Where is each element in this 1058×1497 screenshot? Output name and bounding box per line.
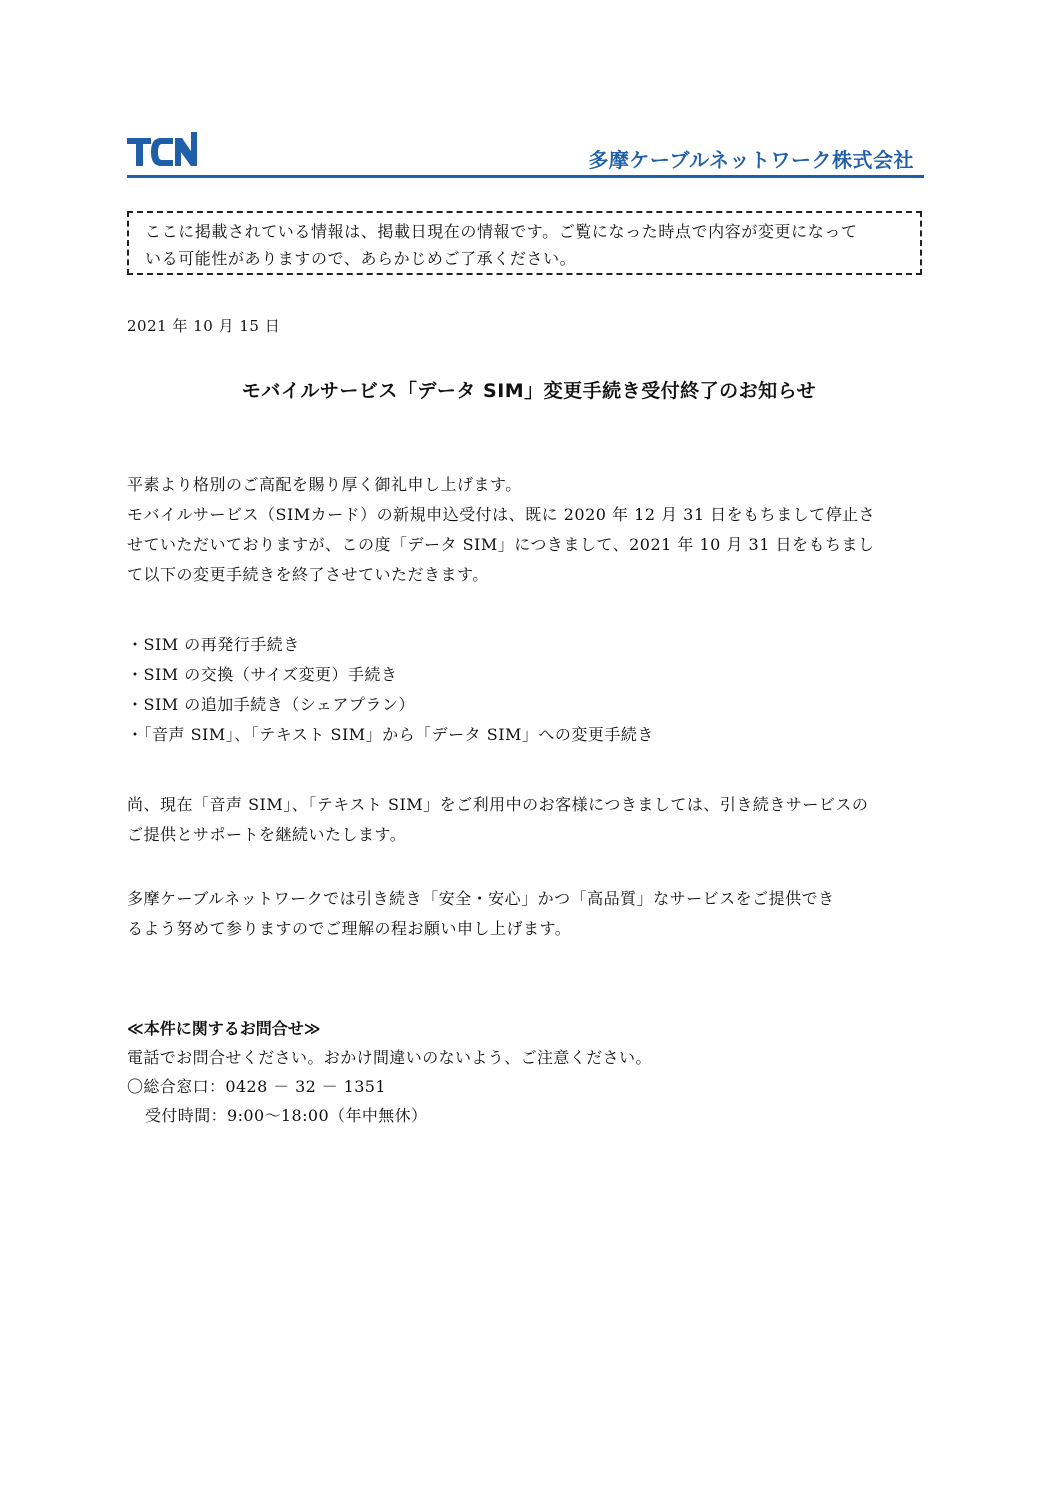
- contact-section: [127, 1043, 652, 1130]
- list-item: ・SIM の再発行手続き: [127, 635, 300, 654]
- paragraph-line: せていただいておりますが、この度「データ SIM」につきまして、2021 年 10 月 31 日をもちまし: [127, 535, 875, 554]
- contact-phone: 〇総合窓口：0428 － 32 － 1351: [127, 1077, 386, 1096]
- contact-instructions: 電話でお問合せください。おかけ間違いのないよう、ご注意ください。: [127, 1048, 652, 1067]
- disclaimer-box: [127, 211, 922, 275]
- letterhead: [127, 128, 924, 180]
- list-item: ・SIM の追加手続き（シェアプラン）: [127, 695, 415, 714]
- contact-hours: 受付時間：9:00～18:00（年中無休）: [145, 1106, 428, 1125]
- document-title: モバイルサービス「データ SIM」変更手続き受付終了のお知らせ: [241, 380, 817, 402]
- disclaimer-line: ここに掲載されている情報は、掲載日現在の情報です。ご覧になった時点で内容が変更になって: [145, 222, 858, 241]
- header-divider: [127, 175, 924, 178]
- paragraph-line: るよう努めて参りますのでご理解の程お願い申し上げます。: [127, 919, 572, 938]
- list-item: ・「音声 SIM」、「テキスト SIM」から「データ SIM」への変更手続き: [127, 725, 654, 744]
- closing-paragraph: [127, 884, 935, 944]
- disclaimer-line: いる可能性がありますので、あらかじめご了承ください。: [145, 249, 577, 268]
- publication-date: 2021 年 10 月 15 日: [127, 317, 281, 335]
- intro-paragraph: [127, 470, 935, 590]
- tcn-logo: [127, 130, 207, 168]
- paragraph-line: 尚、現在「音声 SIM」、「テキスト SIM」をご利用中のお客様につきましては、引き続きサービスの: [127, 795, 869, 814]
- paragraph-line: て以下の変更手続きを終了させていただきます。: [127, 565, 489, 584]
- contact-heading: ≪本件に関するお問合せ≫: [127, 1019, 321, 1038]
- paragraph-line: 平素より格別のご高配を賜り厚く御礼申し上げます。: [127, 475, 522, 494]
- paragraph-line: モバイルサービス（SIMカード）の新規申込受付は、既に 2020 年 12 月 31 日をもちまして停止さ: [127, 505, 876, 524]
- paragraph-line: 多摩ケーブルネットワークでは引き続き「安全・安心」かつ「高品質」なサービスをご提供でき: [127, 889, 835, 908]
- paragraph-line: ご提供とサポートを継続いたします。: [127, 825, 407, 844]
- company-name: 多摩ケーブルネットワーク株式会社: [588, 148, 914, 172]
- list-item: ・SIM の交換（サイズ変更）手続き: [127, 665, 398, 684]
- note-paragraph: [127, 790, 935, 850]
- procedure-list: [127, 630, 935, 750]
